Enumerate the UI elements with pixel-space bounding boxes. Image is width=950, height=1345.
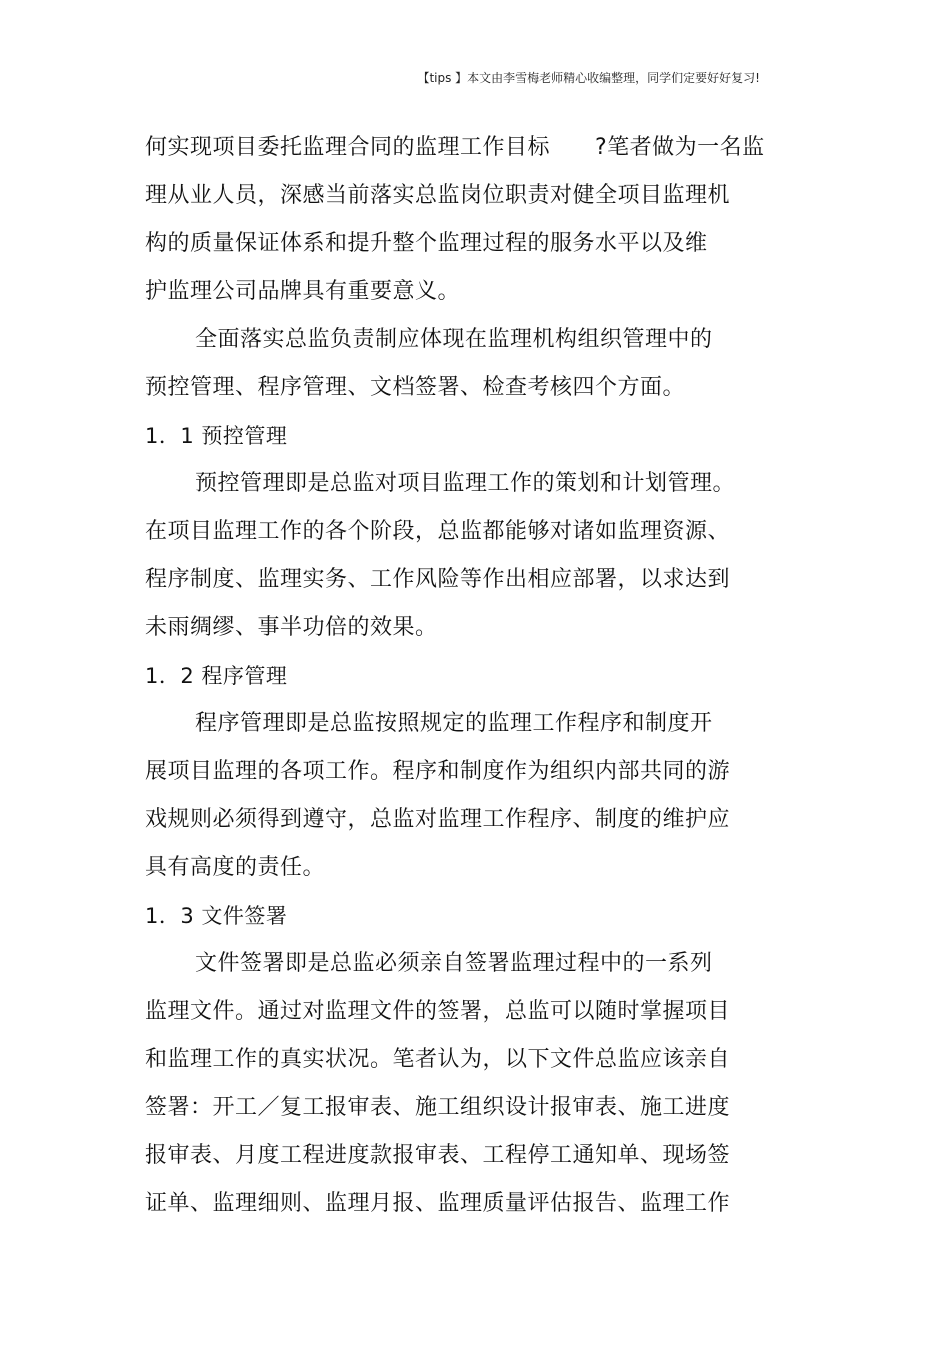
- section-heading-1-3: 1．3 文件签署: [145, 904, 288, 928]
- body-line: 预控管理、程序管理、文档签署、检查考核四个方面。: [145, 375, 686, 400]
- paragraph-first-line: 全面落实总监负责制应体现在监理机构组织管理中的: [195, 327, 713, 352]
- body-line: 何实现项目委托监理合同的监理工作目标 ?笔者做为一名监: [145, 135, 765, 160]
- body-line: 监理文件。通过对监理文件的签署，总监可以随时掌握项目: [145, 999, 731, 1024]
- body-line: 护监理公司品牌具有重要意义。: [145, 279, 461, 304]
- body-line: 展项目监理的各项工作。程序和制度作为组织内部共同的游: [145, 759, 731, 784]
- header-tips-note: 【tips 】本文由李雪梅老师精心收编整理，同学们定要好好复习!: [417, 71, 760, 85]
- body-line: 签署：开工／复工报审表、施工组织设计报审表、施工进度: [145, 1095, 731, 1120]
- paragraph-first-line: 文件签署即是总监必须亲自签署监理过程中的一系列: [195, 951, 713, 976]
- body-line: 构的质量保证体系和提升整个监理过程的服务水平以及维: [145, 231, 708, 256]
- body-line: 程序制度、监理实务、工作风险等作出相应部署，以求达到: [145, 567, 731, 592]
- body-line: 在项目监理工作的各个阶段，总监都能够对诸如监理资源、: [145, 519, 731, 544]
- body-line: 理从业人员，深感当前落实总监岗位职责对健全项目监理机: [145, 183, 731, 208]
- paragraph-first-line: 程序管理即是总监按照规定的监理工作程序和制度开: [195, 711, 713, 736]
- body-line: 证单、监理细则、监理月报、监理质量评估报告、监理工作: [145, 1191, 731, 1216]
- body-line: 和监理工作的真实状况。笔者认为，以下文件总监应该亲自: [145, 1047, 731, 1072]
- section-heading-1-1: 1．1 预控管理: [145, 424, 288, 448]
- body-line: 未雨绸缪、事半功倍的效果。: [145, 615, 438, 640]
- body-line: 戏规则必须得到遵守，总监对监理工作程序、制度的维护应: [145, 807, 731, 832]
- paragraph-first-line: 预控管理即是总监对项目监理工作的策划和计划管理。: [195, 471, 736, 496]
- document-body: [145, 124, 785, 1228]
- body-line: 报审表、月度工程进度款报审表、工程停工通知单、现场签: [145, 1143, 731, 1168]
- body-line: 具有高度的责任。: [145, 855, 326, 880]
- section-heading-1-2: 1．2 程序管理: [145, 664, 288, 688]
